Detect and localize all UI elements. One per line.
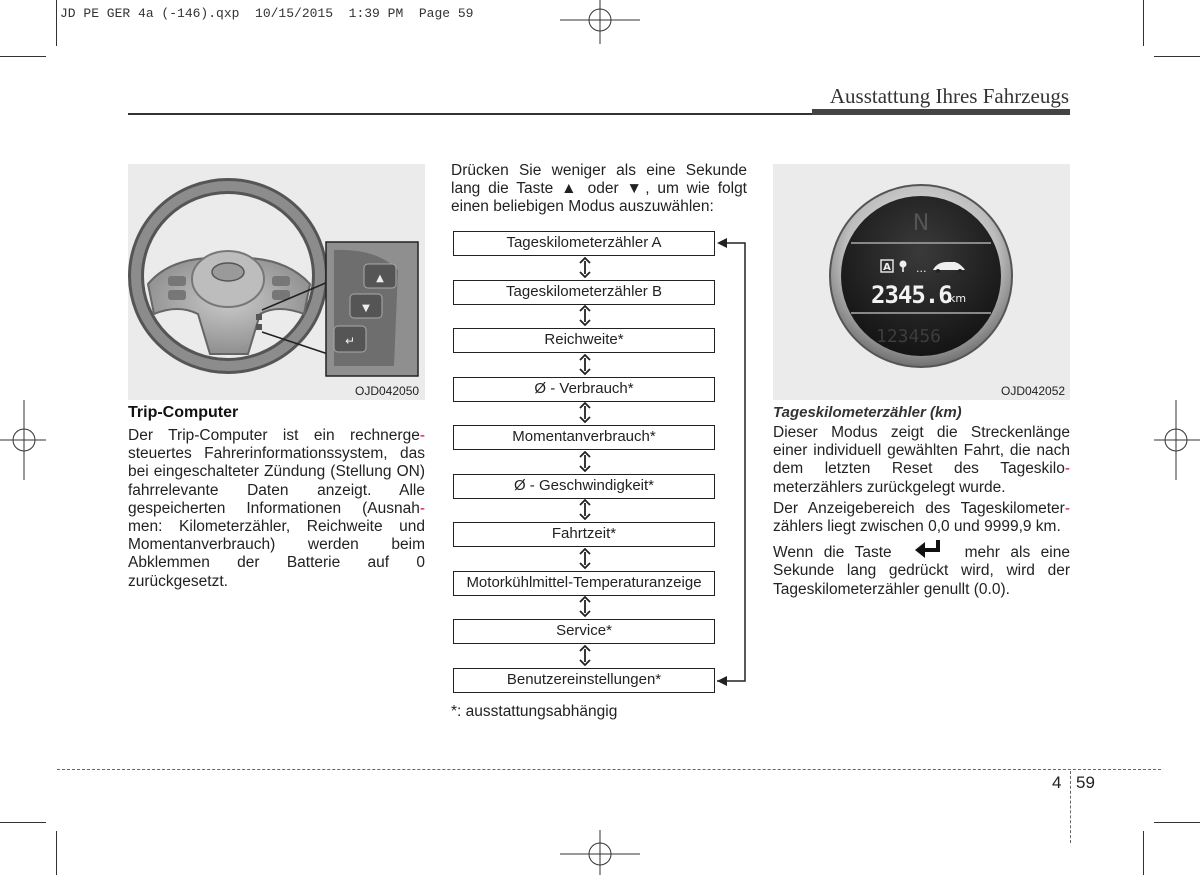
double-arrow-icon [578,499,592,520]
mode-box: Tageskilometerzähler A [453,231,715,256]
text-run: Der Trip-Computer ist ein rechnerge [128,427,420,444]
registration-mark-top [560,0,640,46]
mode-box: Ø - Verbrauch* [453,377,715,402]
svg-text:▼: ▼ [362,303,370,314]
double-arrow-icon [578,305,592,326]
return-key-icon [914,539,948,559]
mode-box: Motorkühlmittel-Temperaturanzeige [453,571,715,596]
footnote: *: ausstattungsabhängig [451,703,618,720]
figure-caption-left: OJD042050 [355,384,420,398]
double-arrow-icon [578,645,592,666]
footer-rule [57,769,1161,770]
mode-box: Benutzereinstellungen* [453,668,715,693]
svg-text:N: N [912,211,930,236]
mode-box: Tageskilometerzähler B [453,280,715,305]
trip-computer-heading: Trip-Computer [128,404,239,421]
cluster-display-figure [773,164,1070,400]
trip-odometer-paragraph-2 [773,500,1070,536]
steering-wheel-illustration [128,164,425,400]
trip-a-indicator: A [883,262,891,273]
double-arrow-icon [578,548,592,569]
trip-computer-paragraph [128,427,425,591]
trip-odometer-heading: Tageskilometerzähler (km) [773,404,962,421]
mode-box: Ø - Geschwindigkeit* [453,474,715,499]
double-arrow-icon [578,451,592,472]
hyphen-mark: - [1064,499,1070,517]
loop-arrow [715,236,755,688]
text-run: Der Anzeigebereich des Tageskilometer [773,499,1065,517]
odometer-value: 2345.6 [871,281,952,309]
text-run: steuertes Fahrerinformationssystem, das bei eingeschalteter Zündung (Stellung ON) fahrrelevante Daten anzeigt. Alle gespeicherten Informationen (Ausnah [128,445,425,517]
instrument-cluster-illustration [773,164,1070,400]
odometer-unit: km [949,292,967,305]
hyphen-mark: - [1064,460,1070,478]
svg-text:...: ... [916,262,927,275]
double-arrow-icon [578,257,592,278]
mode-box: Fahrtzeit* [453,522,715,547]
double-arrow-icon [578,402,592,423]
registration-mark-right [1154,400,1200,480]
mode-box: Service* [453,619,715,644]
section-title: Ausstattung Ihres Fahrzeugs [829,84,1069,108]
text-run: zählers liegt zwischen 0,0 und 9999,9 km. [773,518,1061,536]
registration-mark-bottom [560,828,640,875]
svg-text:↵: ↵ [344,334,356,348]
trip-odometer-paragraph-3: Wenn die Taste mehr als eine Sekunde lang gedrückt wird, wird der Tageskilometerzähler genullt (0.0). [773,539,1070,599]
mode-box: Reichweite* [453,328,715,353]
page-number-divider [1070,771,1071,843]
svg-text:▲: ▲ [376,273,384,284]
mode-intro-text: Drücken Sie weniger als eine Sekunde lang die Taste ▲ oder ▼, um wie folgt einen beliebigen Modus auszuwählen: [451,162,747,216]
text-run: men: Kilometerzähler, Reichweite und Momentanverbrauch) werden beim Abklemmen der Batterie auf 0 zurückgesetzt. [128,518,425,590]
page-number: 59 [1076,773,1095,792]
trip-odometer-paragraph-1 [773,424,1070,497]
print-slug: JD PE GER 4a (-146).qxp 10/15/2015 1:39 PM Page 59 [60,6,474,21]
double-arrow-icon [578,596,592,617]
chapter-number: 4 [1052,773,1062,792]
registration-mark-left [0,400,46,480]
mode-box: Momentanverbrauch* [453,425,715,450]
trip-computer-body [128,427,425,594]
trip-odometer-body [773,424,1070,602]
steering-wheel-figure [128,164,425,400]
hyphen-mark: - [419,499,425,517]
hyphen-mark: - [419,427,425,444]
double-arrow-icon [578,354,592,375]
figure-caption-right: OJD042052 [1001,384,1066,398]
header-rule-accent [812,109,1070,115]
odometer-ghost: 123456 [876,326,942,347]
text-run: Dieser Modus zeigt die Streckenlänge einer individuell gewählten Fahrt, die nach dem letzten Reset des Tageskilo [773,424,1070,478]
text-run: meterzählers zurückgelegt wurde. [773,478,1006,496]
